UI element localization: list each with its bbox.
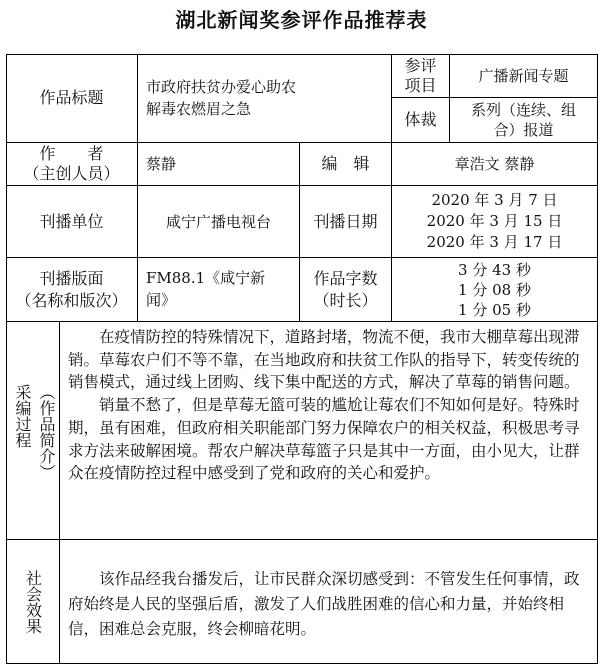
category-value-text: 广播新闻专题 — [478, 66, 569, 85]
category-value — [450, 54, 598, 98]
page-title: 湖北新闻奖参评作品推荐表 — [175, 8, 428, 32]
summary-label — [6, 322, 60, 540]
section-label-line2: （名称和版次） — [15, 290, 128, 310]
author-label-line2: （主创人员） — [23, 164, 120, 183]
summary-label-main: 采编过程 — [13, 384, 32, 448]
section-label-line1: 刊播版面 — [39, 268, 104, 288]
category-label — [392, 54, 450, 98]
category-label-line1: 参评 — [404, 55, 437, 75]
editor-label-text: 编 辑 — [321, 154, 370, 173]
section-value — [138, 258, 300, 322]
length-label-line1: 作品字数 — [313, 268, 378, 288]
date-values — [392, 186, 598, 258]
date-value-2: 2020 年 3 月 15 日 — [426, 212, 563, 230]
genre-value-line2: 合）报道 — [493, 121, 554, 139]
summary-label-side: （作品简介） — [37, 384, 56, 480]
length-value-2: 1 分 08 秒 — [458, 280, 531, 299]
effect-label — [6, 540, 60, 664]
genre-value-line1: 系列（连续、组 — [470, 101, 576, 119]
length-value-1: 3 分 43 秒 — [458, 260, 531, 279]
work-title-line2: 解毒农燃眉之急 — [146, 100, 252, 118]
length-value-3: 1 分 05 秒 — [458, 300, 531, 319]
genre-label-text: 体裁 — [404, 110, 437, 129]
editor-value — [392, 143, 598, 186]
author-value-text: 蔡静 — [146, 155, 177, 173]
effect-paragraph: 该作品经我台播发后，让市民群众深切感受到：不管发生任何事情，政府始终是人民的坚强后盾，激发了人们战胜困难的信心和力量，并始终相信，困难总会克服，终会柳暗花明。 — [68, 570, 580, 638]
section-value-line2: 闻》 — [146, 291, 177, 309]
unit-label — [6, 186, 138, 258]
summary-text — [60, 322, 598, 540]
date-label-text: 刊播日期 — [313, 211, 378, 231]
work-title-value — [138, 54, 392, 143]
length-label-line2: （时长） — [313, 290, 378, 310]
unit-value — [138, 186, 300, 258]
summary-paragraph-2: 销量不愁了，但是草莓无篮可装的尴尬让莓农们不知如何是好。特殊时期，虽有困难，但政府相关职能部门努力保障农户的相关权益，积极思考寻求方法来破解困境。帮农户解决草莓篮子只是其中一方面，由小见大，让群众在疫情防控过程中感受到了党和政府的关心和爱护。 — [68, 396, 580, 483]
length-label — [300, 258, 392, 322]
summary-paragraph-1: 在疫情防控的特殊情况下，道路封堵，物流不便，我市大棚草莓出现滞销。草莓农户们不等不靠，在当地政府和扶贫工作队的指导下，转变传统的销售模式，通过线上团购、线下集中配送的方式，解决了草莓的销售问题。 — [68, 328, 580, 392]
category-label-line2: 项目 — [404, 75, 437, 95]
date-value-1: 2020 年 3 月 7 日 — [431, 191, 558, 209]
genre-value — [450, 98, 598, 143]
work-title-label-text: 作品标题 — [39, 88, 104, 107]
effect-label-text: 社会效果 — [23, 569, 43, 634]
section-value-line1: FM88.1《咸宁新 — [146, 269, 266, 287]
unit-value-text: 咸宁广播电视台 — [165, 212, 271, 231]
date-value-3: 2020 年 3 月 17 日 — [426, 233, 563, 251]
author-label-line1: 作 者 — [39, 144, 104, 163]
editor-value-text: 章浩文 蔡静 — [454, 155, 535, 173]
author-value — [138, 143, 300, 186]
section-label — [6, 258, 138, 322]
editor-label — [300, 143, 392, 186]
length-values — [392, 258, 598, 322]
work-title-label — [6, 54, 138, 143]
work-title-line1: 市政府扶贫办爱心助农 — [146, 78, 297, 96]
date-label — [300, 186, 392, 258]
unit-label-text: 刊播单位 — [39, 211, 104, 231]
effect-text — [60, 540, 598, 664]
genre-label — [392, 98, 450, 143]
author-label — [6, 143, 138, 186]
